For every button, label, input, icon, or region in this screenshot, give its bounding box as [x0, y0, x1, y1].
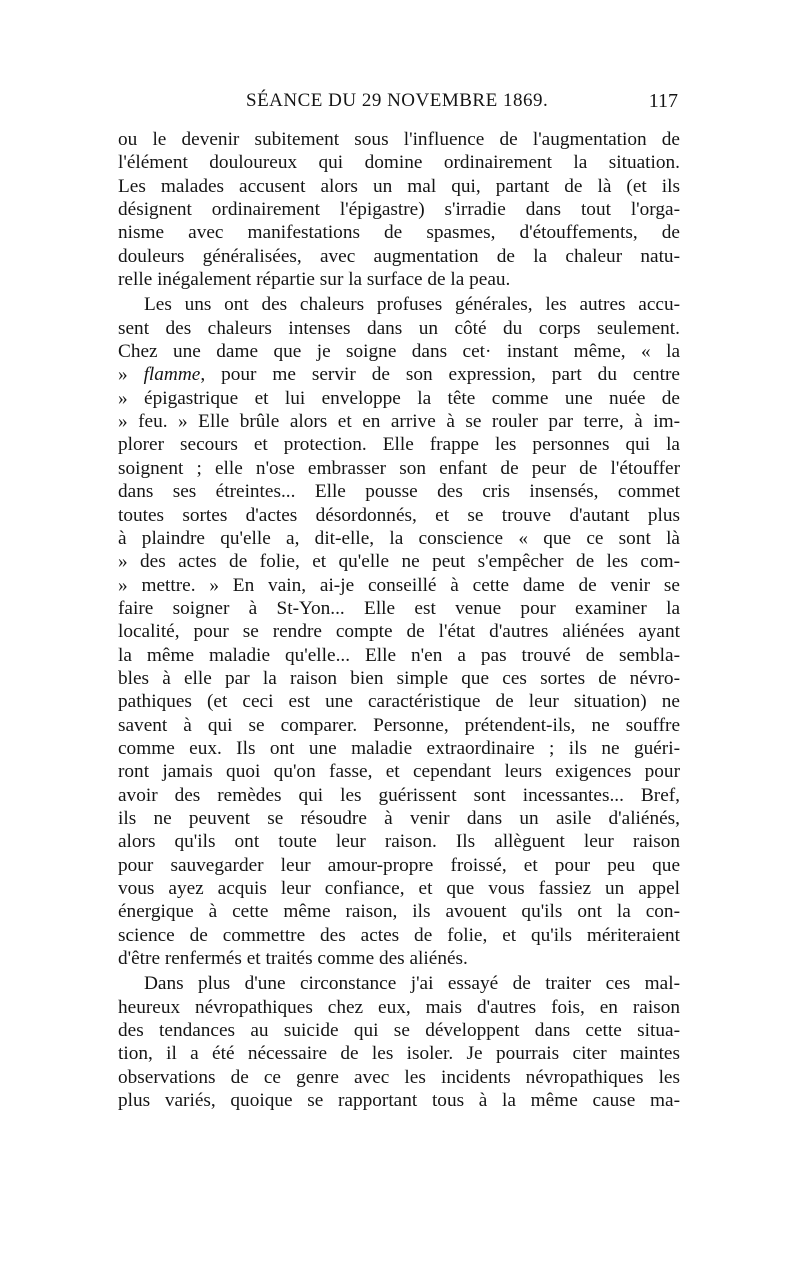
text-line: douleurs généralisées, avec augmentation de la chaleur natu-	[118, 245, 680, 267]
text-line: la même maladie qu'elle... Elle n'en a pas trouvé de sembla-	[118, 644, 680, 666]
text-line: relle inégalement répartie sur la surface de la peau.	[118, 269, 511, 291]
text-line: toutes sortes d'actes désordonnés, et se trouve d'autant plus	[118, 504, 680, 526]
text-line: ou le devenir subitement sous l'influence de l'augmentation de	[118, 129, 680, 150]
text-line: sent des chaleurs intenses dans un côté du corps seulement.	[118, 317, 680, 339]
running-head: SÉANCE DU 29 NOVEMBRE 1869.	[246, 90, 549, 111]
italic-word: flamme	[143, 364, 201, 386]
text-line: » mettre. » En vain, ai-je conseillé à cette dame de venir se	[118, 574, 680, 596]
text-line: heureux névropathiques chez eux, mais d'autres fois, en raison	[118, 996, 680, 1018]
text-line: pour sauvegarder leur amour-propre froissé, et pour peu que	[118, 854, 680, 876]
text-line: ront jamais quoi qu'on fasse, et cependant leurs exigences pour	[118, 761, 680, 783]
text-line: Les malades accusent alors un mal qui, partant de là (et ils	[118, 175, 680, 197]
text-line: énergique à cette même raison, ils avouent qu'ils ont la con-	[118, 901, 680, 923]
text-line: science de commettre des actes de folie, et qu'ils mériteraient	[118, 924, 680, 946]
text-line: désignent ordinairement l'épigastre) s'irradie dans tout l'orga-	[118, 199, 680, 221]
paragraph-start-line: Dans plus d'une circonstance j'ai essayé de traiter ces mal-	[144, 973, 680, 995]
text-line: » flamme, pour me servir de son expression, part du centre	[118, 364, 680, 386]
text-line: faire soigner à St-Yon... Elle est venue pour examiner la	[118, 597, 680, 619]
text-line: bles à elle par la raison bien simple que ces sortes de névro-	[118, 667, 680, 689]
text-line: observations de ce genre avec les incidents névropathiques les	[118, 1066, 680, 1088]
text-line: l'élément douloureux qui domine ordinairement la situation.	[118, 152, 680, 174]
paragraph-start-line: Les uns ont des chaleurs profuses générales, les autres accu-	[144, 294, 680, 316]
text-line: à plaindre qu'elle a, dit-elle, la conscience « que ce sont là	[118, 527, 680, 549]
text-line: plus variés, quoique se rapportant tous à la même cause ma-	[118, 1090, 680, 1112]
text-line: localité, pour se rendre compte de l'état d'autres aliénées ayant	[118, 621, 680, 643]
text-line: alors qu'ils ont toute leur raison. Ils allèguent leur raison	[118, 831, 680, 853]
text-line: pathiques (et ceci est une caractéristique de leur situation) ne	[118, 691, 680, 713]
text-line: tion, il a été nécessaire de les isoler. Je pourrais citer maintes	[118, 1043, 680, 1065]
text-line: comme eux. Ils ont une maladie extraordinaire ; ils ne guéri-	[118, 737, 680, 759]
text-line: dans ses étreintes... Elle pousse des cris insensés, commet	[118, 481, 680, 503]
text-line: » feu. » Elle brûle alors et en arrive à se rouler par terre, à im-	[118, 411, 680, 433]
text-line: soignent ; elle n'ose embrasser son enfant de peur de l'étouffer	[118, 457, 680, 479]
page-number: 117	[648, 90, 678, 112]
text-line: avoir des remèdes qui les guérissent sont incessantes... Bref,	[118, 784, 680, 806]
text-line: ils ne peuvent se résoudre à venir dans un asile d'aliénés,	[118, 807, 680, 829]
body-text	[118, 128, 680, 1112]
text-line: nisme avec manifestations de spasmes, d'étouffements, de	[118, 222, 680, 244]
text-line: vous ayez acquis leur confiance, et que vous fassiez un appel	[118, 878, 680, 899]
page-header	[118, 90, 678, 118]
text-line: plorer secours et protection. Elle frappe les personnes qui la	[118, 434, 680, 456]
text-line: » des actes de folie, et qu'elle ne peut s'empêcher de les com-	[118, 551, 680, 573]
text-line: des tendances au suicide qui se développent dans cette situa-	[118, 1020, 680, 1042]
text-line: Chez une dame que je soigne dans cet· instant même, « la	[118, 341, 680, 363]
text-line: » épigastrique et lui enveloppe la tête comme une nuée de	[118, 387, 680, 409]
text-line: savent à qui se comparer. Personne, prétendent-ils, ne souffre	[118, 714, 680, 736]
text-line: d'être renfermés et traités comme des aliénés.	[118, 948, 468, 970]
